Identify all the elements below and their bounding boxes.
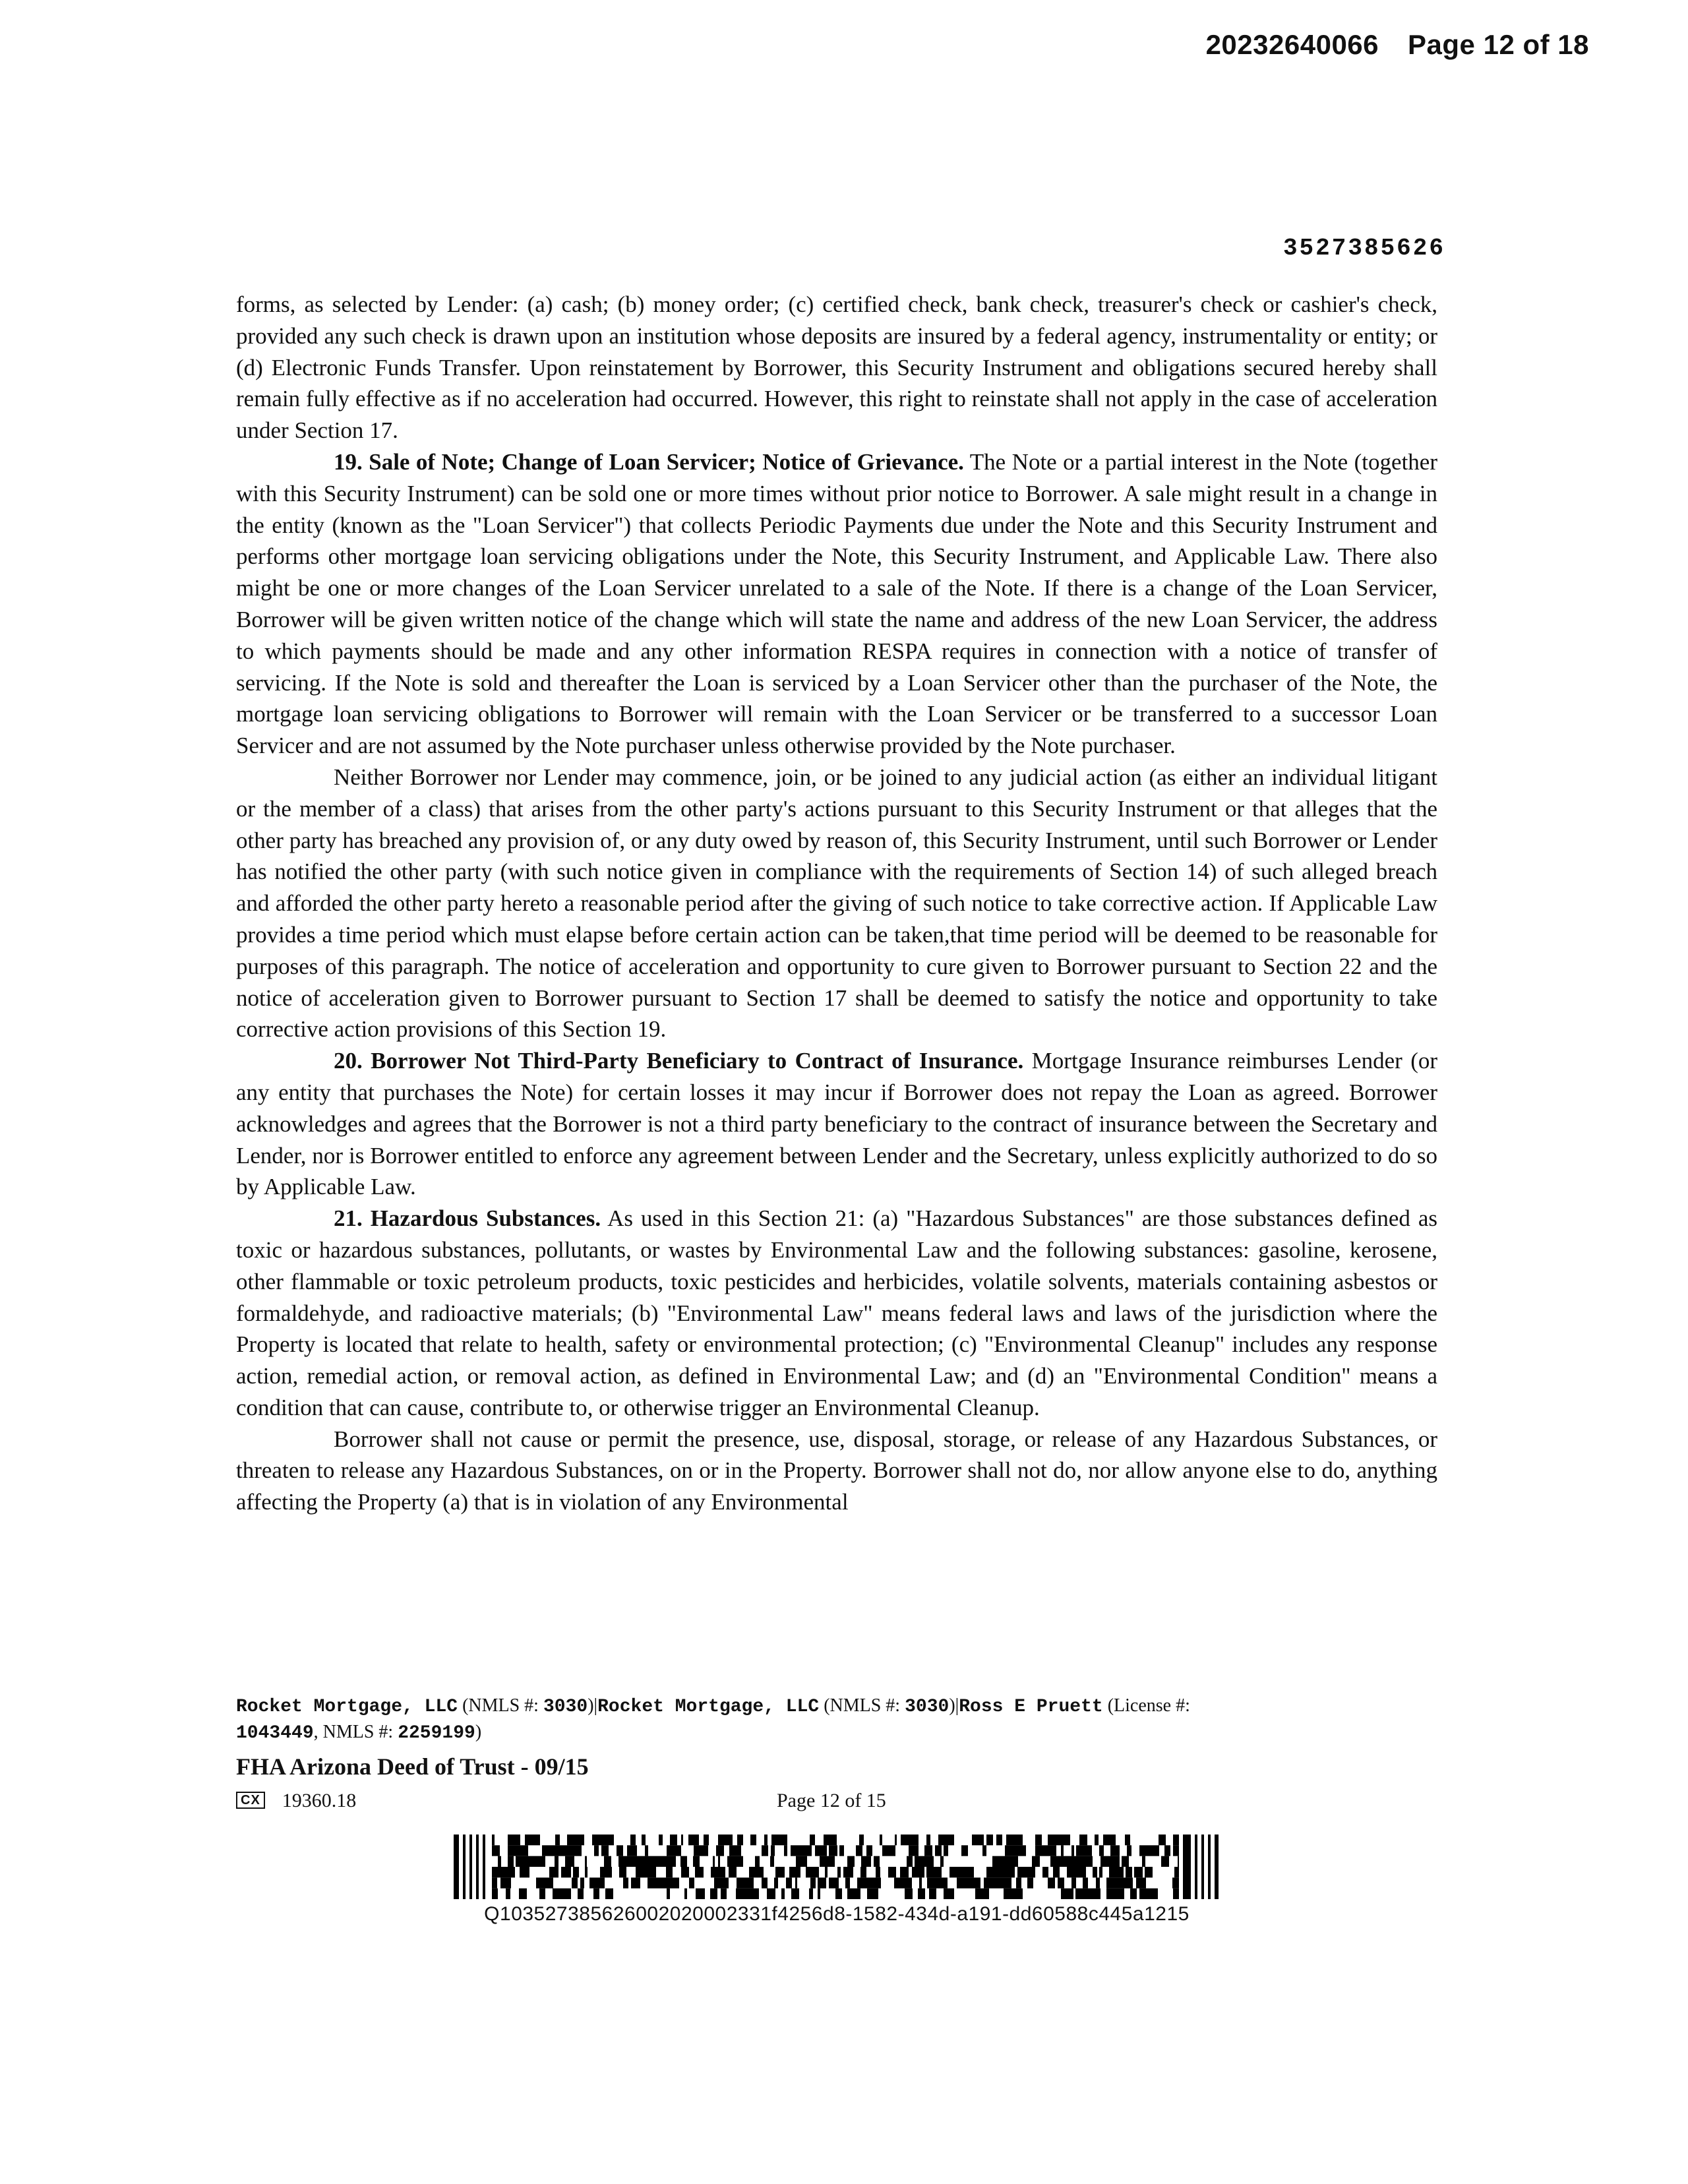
lender-nmls-2: 3030 — [905, 1697, 950, 1717]
lender-name: Rocket Mortgage, LLC — [236, 1697, 458, 1717]
lender-name-2: Rocket Mortgage, LLC — [597, 1697, 820, 1717]
section-19-paragraph-2: Neither Borrower nor Lender may commence, join, or be joined to any judicial action (as either an individual litigant or the member of a class) that arises from the other party's actions pursuant to this Security Instrument or that alleges that the other party has breached any provision of, or any duty owed by reason of, this Security Instrument, until such Borrower or Lender has notified the other party (with such notice given in compliance with the requirements of Section 14) of such alleged breach and afforded the other party hereto a reasonable period after the giving of such notice to take corrective action. If Applicable Law provides a time period which must elapse before certain action can be taken,that time period will be deemed to be reasonable for purposes of this paragraph. The notice of acceleration and opportunity to cure given to Borrower pursuant to Section 22 and the notice of acceleration given to Borrower pursuant to Section 17 shall be deemed to satisfy the notice and opportunity to take corrective action provisions of this Section 19. — [236, 764, 1437, 1043]
section-20-paragraph — [236, 1045, 1437, 1203]
form-number: 19360.18 — [282, 1790, 357, 1811]
document-number: 20232640066 — [1205, 29, 1379, 60]
recording-page-label: Page 12 of 18 — [1408, 29, 1589, 60]
barcode — [454, 1835, 1220, 1899]
form-page-number: Page 12 of 15 — [777, 1790, 886, 1811]
section-20-heading: 20. Borrower Not Third-Party Beneficiary to Contract of Insurance. — [334, 1048, 1024, 1074]
recording-header — [1206, 29, 1589, 61]
paragraph-continuation: forms, as selected by Lender: (a) cash; (b) money order; (c) certified check, bank check, treasurer's check or cashier's check, provided any such check is drawn upon an institution whose deposits are insured by a federal agency, instrumentality or entity; or (d) Electronic Funds Transfer. Upon reinstatement by Borrower, this Security Instrument and obligations secured hereby shall remain fully effective as if no acceleration had occurred. However, this right to reinstate shall not apply in the case of acceleration under Section 17. — [236, 291, 1437, 444]
section-20-text: Mortgage Insurance reimburses Lender (or any entity that purchases the Note) for certain losses it may incur if Borrower does not repay the Loan as agreed. Borrower acknowledges and agrees that the Borrower is not a third party beneficiary to the contract of insurance between the Secretary and Lender, nor is Borrower entitled to enforce any agreement between Lender and the Secretary, unless explicitly authorized to do so by Applicable Law. — [236, 1048, 1438, 1200]
license-number: 1043449 — [236, 1723, 314, 1744]
originator-nmls: 2259199 — [398, 1723, 475, 1744]
originator-name: Ross E Pruett — [959, 1697, 1103, 1717]
section-21-heading: 21. Hazardous Substances. — [334, 1205, 601, 1232]
section-19-heading: 19. Sale of Note; Change of Loan Servicer; Notice of Grievance. — [334, 448, 964, 475]
nmls-label: (NMLS #: — [458, 1695, 543, 1716]
separator-2: )| — [949, 1695, 959, 1716]
barcode-text: Q103527385626002020002331f4256d8-1582-434d-a191-dd60588c445a1215 — [484, 1903, 1190, 1925]
section-19-text: The Note or a partial interest in the Note (together with this Security Instrument) can be sold one or more times without prior notice to Borrower. A sale might result in a change in the entity (known as the "Loan Servicer") that collects Periodic Payments due under the Note and this Security Instrument and performs other mortgage loan servicing obligations under the Note, this Security Instrument, and Applicable Law. There also might be one or more changes of the Loan Servicer unrelated to a sale of the Note. If there is a change of the Loan Servicer, Borrower will be given written notice of the change which will state the name and address of the new Loan Servicer, the address to which payments should be made and any other information RESPA requires in connection with a notice of transfer of servicing. If the Note is sold and thereafter the Loan is serviced by a Loan Servicer other than the purchaser of the Note, the mortgage loan servicing obligations to Borrower will remain with the Loan Servicer or be transferred to a successor Loan Servicer and are not assumed by the Note purchaser unless otherwise provided by the Note purchaser. — [236, 448, 1437, 759]
close-paren: ) — [475, 1722, 482, 1742]
loan-number: 3527385626 — [1282, 235, 1445, 262]
document-body — [236, 289, 1437, 1518]
separator: )| — [588, 1695, 598, 1716]
section-21-text: As used in this Section 21: (a) "Hazardous Substances" are those substances defined as toxic or hazardous substances, pollutants, or wastes by Environmental Law and the following substances: gasoline, kerosene, other flammable or toxic petroleum products, toxic pesticides and herbicides, volatile solvents, materials containing asbestos or formaldehyde, and radioactive materials; (b) "Environmental Law" means federal laws and laws of the jurisdiction where the Property is located that relate to health, safety or environmental protection; (c) "Environmental Cleanup" includes any response action, remedial action, or removal action, as defined in Environmental Law; and (d) an "Environmental Condition" means a condition that can cause, contribute to, or otherwise trigger an Environmental Cleanup. — [236, 1205, 1437, 1420]
section-21-paragraph — [236, 1203, 1437, 1424]
section-19-paragraph — [236, 446, 1437, 762]
section-21-paragraph-2: Borrower shall not cause or permit the presence, use, disposal, storage, or release of any Hazardous Substances, or threaten to release any Hazardous Substances, on or in the Property. Borrower shall not do, nor allow anyone else to do, anything affecting the Property (a) that is in violation of any Environmental — [236, 1426, 1437, 1515]
form-title: FHA Arizona Deed of Trust - 09/15 — [236, 1753, 589, 1780]
lender-footer — [236, 1693, 1443, 1746]
form-number-row — [236, 1790, 1437, 1816]
nmls-label-2: (NMLS #: — [819, 1695, 905, 1716]
lender-nmls: 3030 — [543, 1697, 588, 1717]
nmls-label-3: , NMLS #: — [313, 1722, 398, 1742]
license-label: (License #: — [1102, 1695, 1190, 1716]
cx-logo: CX — [236, 1792, 265, 1809]
